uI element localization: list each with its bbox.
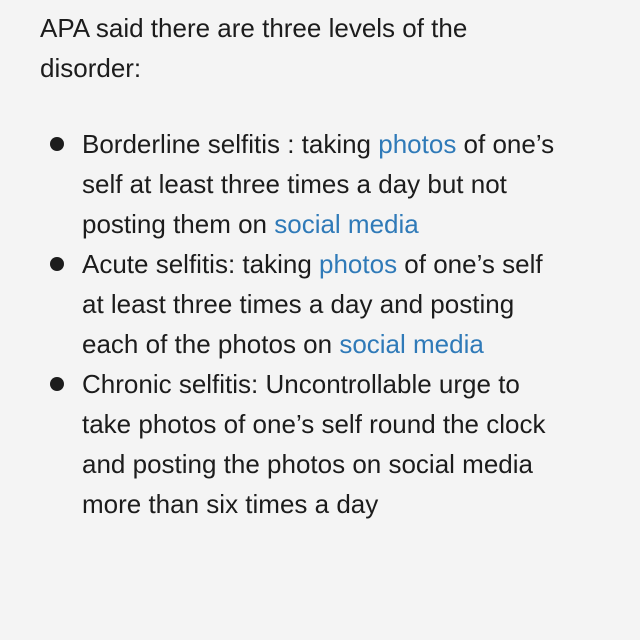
item-text: of one’s self at least three times a day but not posting them on: [82, 129, 555, 239]
item-text: Chronic selfitis: Uncontrollable urge to take photos of one’s self round the clock and posting the photos on social media more than six times a day: [82, 369, 546, 519]
photos-link[interactable]: photos: [378, 129, 457, 159]
social-media-link[interactable]: social media: [339, 329, 484, 359]
list-item-acute: [40, 244, 562, 364]
bullet-icon: [50, 257, 64, 271]
intro-paragraph: APA said there are three levels of the disorder:: [40, 13, 468, 83]
list-item-chronic: [40, 364, 562, 524]
item-text: Borderline selfitis : taking: [82, 129, 379, 159]
item-text: of one’s self at least three times a day and posting each of the photos on: [82, 249, 543, 359]
levels-list: [40, 124, 600, 524]
bullet-icon: [50, 377, 64, 391]
photos-link[interactable]: photos: [319, 249, 398, 279]
bullet-icon: [50, 137, 64, 151]
social-media-link[interactable]: social media: [274, 209, 419, 239]
item-text: Acute selfitis: taking: [82, 249, 319, 279]
list-item-borderline: [40, 124, 562, 244]
